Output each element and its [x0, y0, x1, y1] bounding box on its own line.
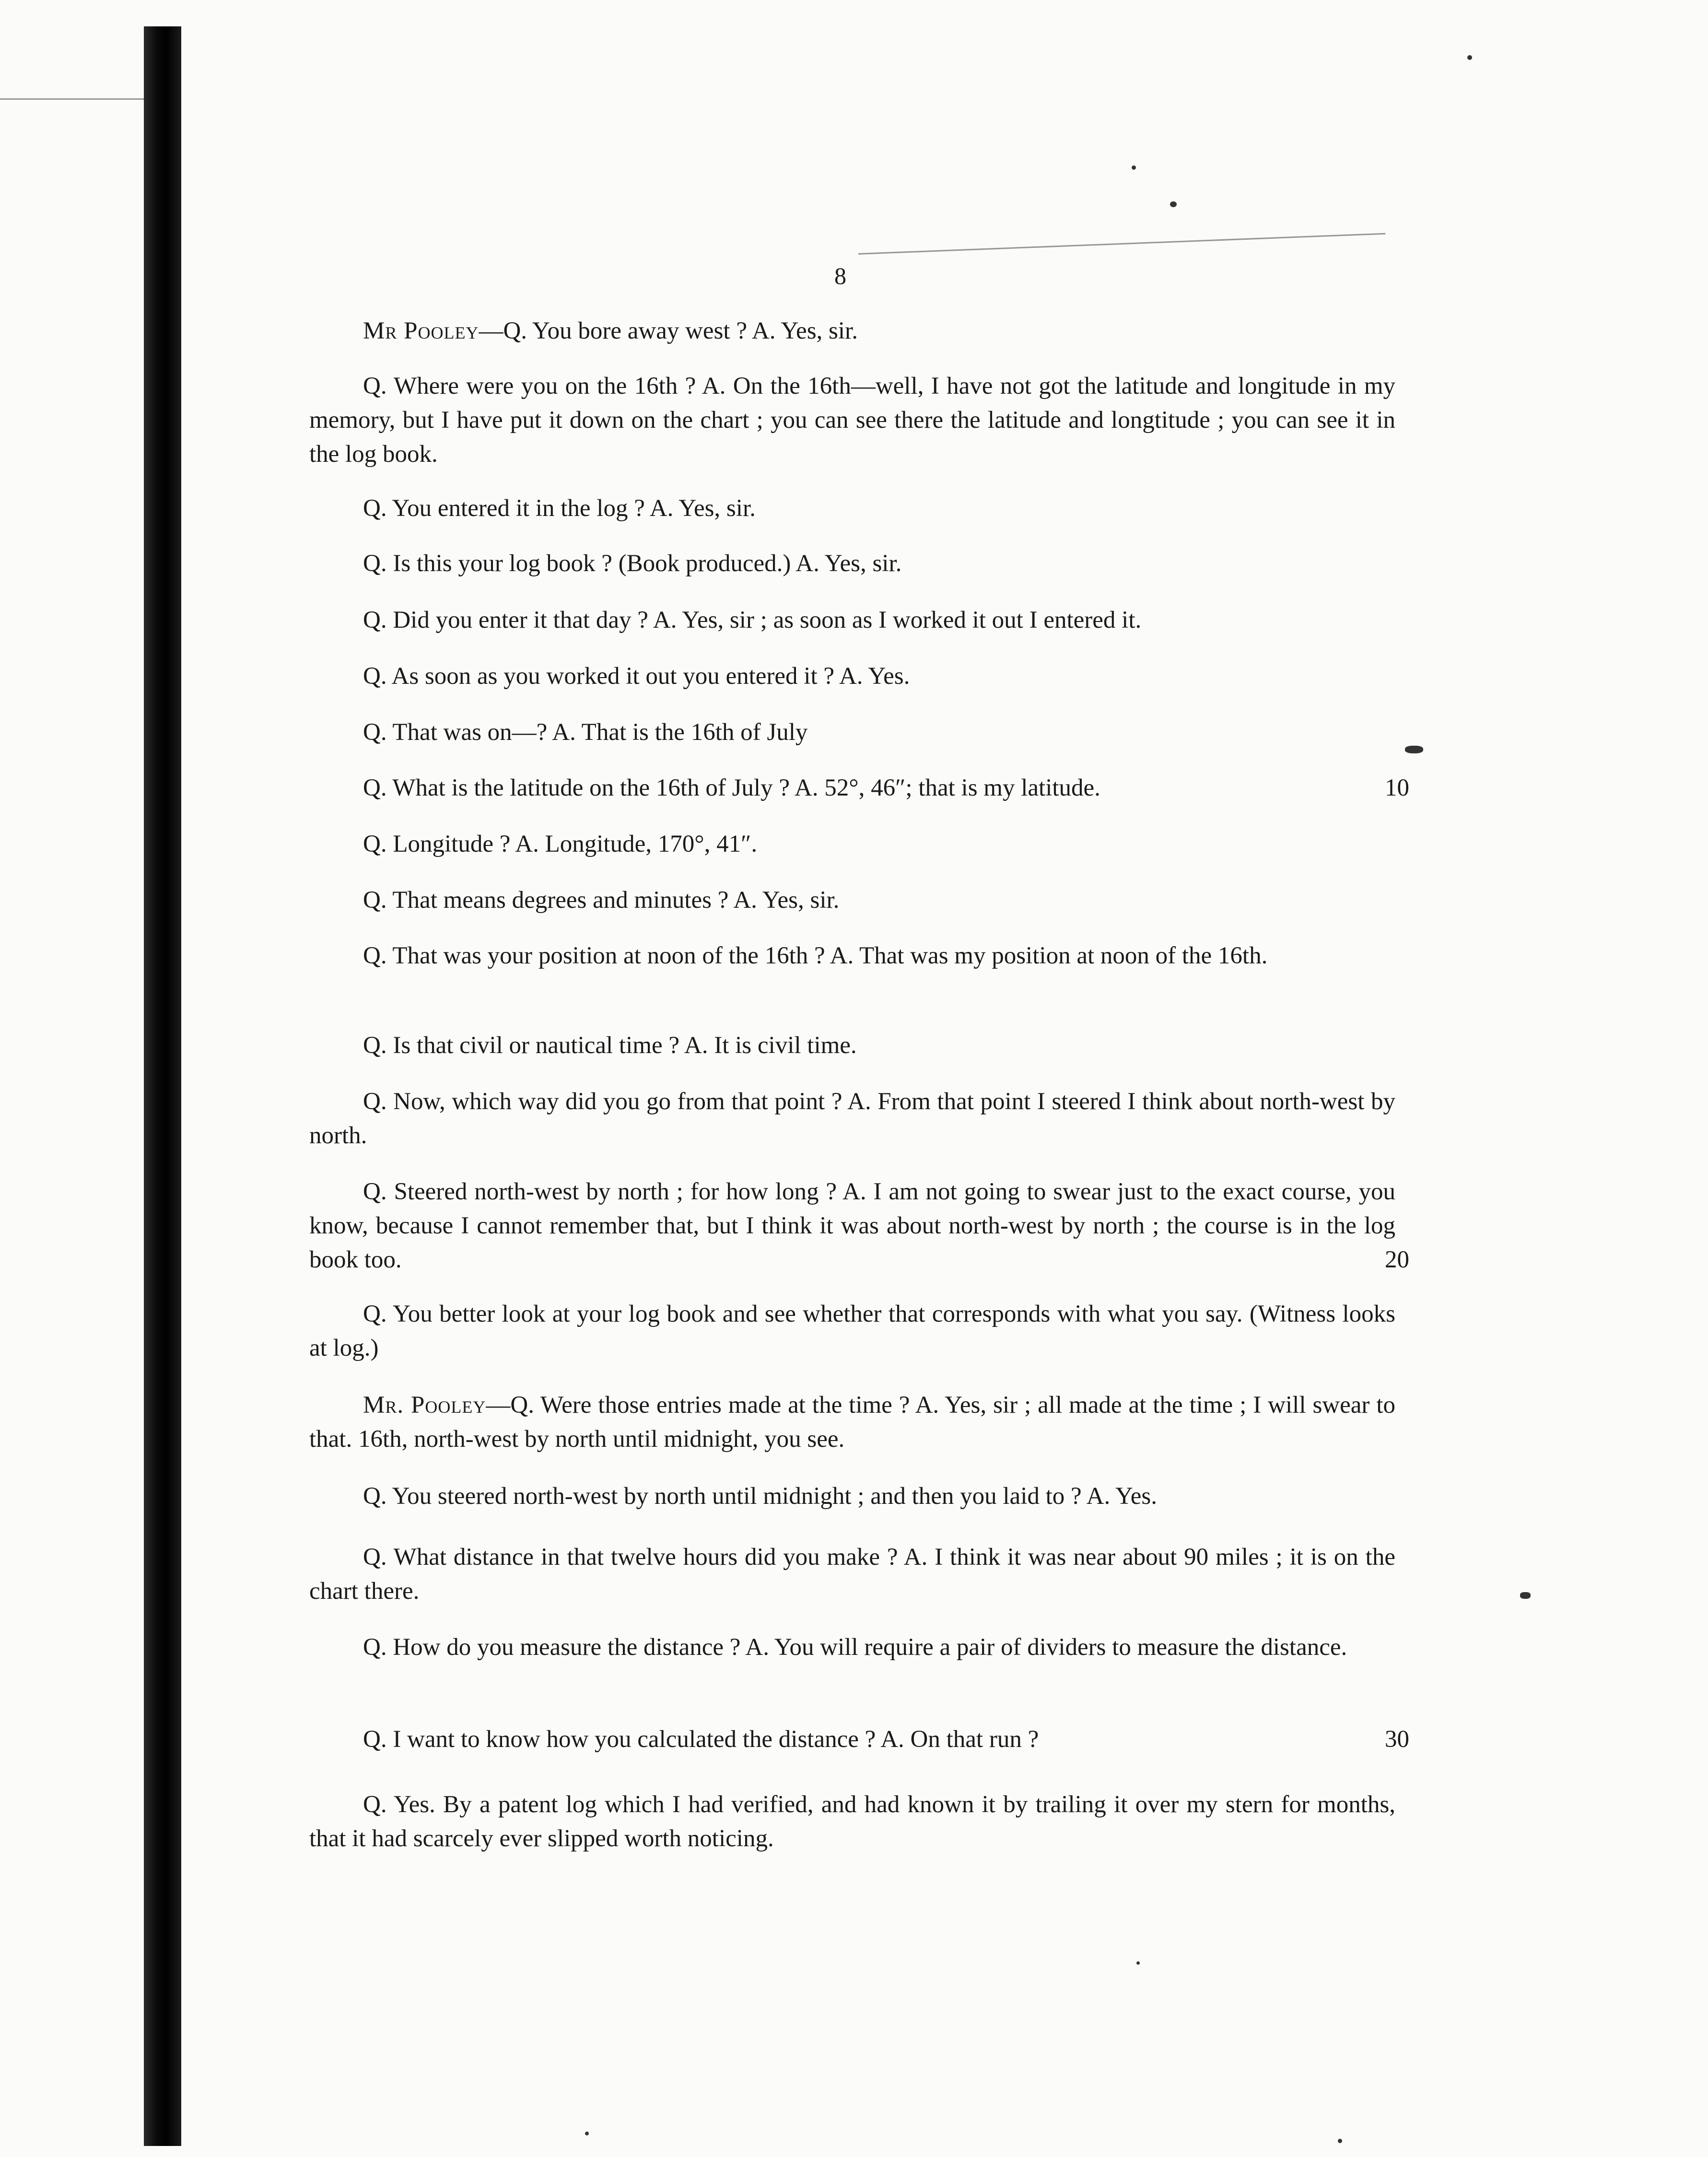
scan-speck — [1136, 1961, 1140, 1965]
transcript-paragraph — [309, 1723, 1395, 1757]
scratch-mark — [858, 233, 1385, 255]
transcript-paragraph — [309, 659, 1395, 693]
fold-line — [0, 98, 144, 100]
line-number: 10 — [1385, 774, 1409, 801]
transcript-paragraph — [309, 1540, 1395, 1608]
transcript-paragraph — [309, 1029, 1395, 1063]
transcript-paragraph — [309, 1297, 1395, 1365]
transcript-paragraph — [309, 547, 1395, 581]
transcript-paragraph — [309, 771, 1395, 805]
transcript-paragraph — [309, 1479, 1395, 1513]
paragraph-text: —Q. You bore away west ? A. Yes, sir. — [479, 317, 858, 344]
paragraph-text: Q. That means degrees and minutes ? A. Yes, sir. — [363, 887, 840, 914]
scan-speck — [585, 2132, 589, 2135]
transcript-paragraph — [309, 1388, 1395, 1456]
paragraph-text: Q. Is this your log book ? (Book produced.) A. Yes, sir. — [363, 550, 902, 577]
page-number: 8 — [834, 262, 846, 289]
line-number: 30 — [1385, 1726, 1409, 1753]
paragraph-text: Q. Where were you on the 16th ? A. On the 16th—well, I have not got the latitude and longitude in my memory, but I have put it down on the chart ; you can see there the latitude and longtitude ; you can see it in the log book. — [309, 373, 1395, 468]
transcript-paragraph — [309, 1630, 1395, 1665]
transcript-paragraph — [309, 715, 1395, 750]
transcript-paragraph — [309, 603, 1395, 637]
paragraph-text: Q. How do you measure the distance ? A. You will require a pair of dividers to measure the distance. — [363, 1634, 1347, 1661]
scan-speck — [1520, 1592, 1531, 1599]
scan-speck — [1467, 55, 1472, 60]
transcript-paragraph — [309, 1175, 1395, 1277]
scan-speck — [1405, 746, 1423, 753]
binding-edge — [144, 26, 181, 2146]
paragraph-text: Q. What is the latitude on the 16th of July ? A. 52°, 46″; that is my latitude. — [363, 774, 1100, 801]
paragraph-text: Q. What distance in that twelve hours did you make ? A. I think it was near about 90 miles ; it is on the chart there. — [309, 1544, 1395, 1605]
paragraph-text: Q. That was your position at noon of the 16th ? A. That was my position at noon of the 16th. — [363, 942, 1268, 969]
paragraph-text: Q. You better look at your log book and see whether that corresponds with what you say. (Witness looks at log.) — [309, 1301, 1395, 1361]
scan-speck — [1338, 2139, 1342, 2143]
paragraph-text: Q. Steered north-west by north ; for how long ? A. I am not going to swear just to the exact course, you know, because I cannot remember that, but I think it was about north-west by north ; the course is in the log book too. — [309, 1178, 1395, 1273]
speaker-name: Mr Pooley — [363, 317, 479, 344]
scan-speck — [1132, 165, 1136, 170]
paragraph-text: Q. You steered north-west by north until midnight ; and then you laid to ? A. Yes. — [363, 1483, 1158, 1510]
paragraph-text: Q. Now, which way did you go from that point ? A. From that point I steered I think about north-west by north. — [309, 1088, 1395, 1149]
paragraph-text: Q. Is that civil or nautical time ? A. It is civil time. — [363, 1032, 857, 1059]
transcript-paragraph — [309, 369, 1395, 471]
paragraph-text: Q. That was on—? A. That is the 16th of July — [363, 719, 808, 746]
paragraph-text: —Q. Were those entries made at the time ? A. Yes, sir ; all made at the time ; I will swear to that. 16th, north-west by north until midnight, you see. — [309, 1392, 1395, 1453]
paragraph-text: Q. Longitude ? A. Longitude, 170°, 41″. — [363, 831, 758, 857]
scan-speck — [1170, 201, 1177, 207]
transcript-paragraph — [309, 492, 1395, 526]
paragraph-text: Q. Yes. By a patent log which I had verified, and had known it by trailing it over my stern for months, that it had scarcely ever slipped worth noticing. — [309, 1791, 1395, 1852]
line-number: 20 — [1385, 1246, 1409, 1273]
transcript-paragraph — [309, 1788, 1395, 1856]
speaker-name: Mr. Pooley — [363, 1392, 486, 1418]
paragraph-text: Q. As soon as you worked it out you entered it ? A. Yes. — [363, 663, 910, 690]
transcript-paragraph — [309, 883, 1395, 917]
transcript-paragraph — [309, 1085, 1395, 1153]
transcript-paragraph — [309, 939, 1395, 973]
paragraph-text: Q. Did you enter it that day ? A. Yes, sir ; as soon as I worked it out I entered it. — [363, 607, 1142, 633]
transcript-paragraph — [309, 827, 1395, 861]
paragraph-text: Q. You entered it in the log ? A. Yes, sir. — [363, 495, 756, 522]
transcript-paragraph — [309, 314, 1395, 348]
paragraph-text: Q. I want to know how you calculated the distance ? A. On that run ? — [363, 1726, 1039, 1753]
